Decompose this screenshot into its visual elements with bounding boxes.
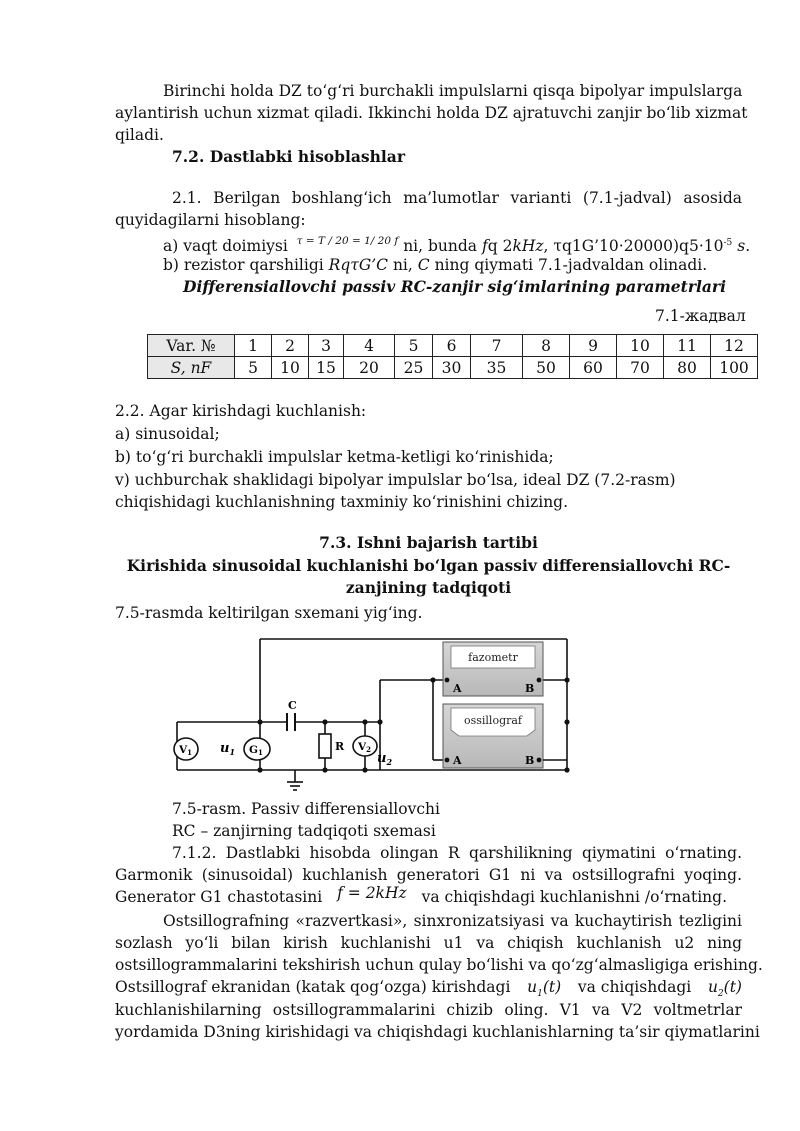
item-2-2-line-4: v) uchburchak shaklidagi bipolyar impulslar bo‘lsa, ideal DZ (7.2-rasm): [115, 471, 676, 489]
table-7-1-title: Differensiallovchi passiv RC-zanjir sig‘imlarining parametrlari: [183, 277, 726, 296]
table-cell: 10: [272, 357, 309, 379]
intro-line-1: Birinchi holda DZ to‘g‘ri burchakli impulslarni qisqa bipolyar impulslarga: [163, 82, 743, 100]
item-a-mid: ni, bunda: [403, 237, 478, 256]
oscillograph-instrument: [443, 704, 543, 768]
resistor-symbol: [319, 734, 331, 758]
table-cell: 5: [395, 335, 433, 357]
phasemeter-terminal-a: A: [453, 682, 462, 695]
p2-u1: $u_1(t)$: [527, 978, 562, 1000]
table-cell: 10: [617, 335, 664, 357]
figure-caption-line-2: RC – zanjirning tadqiqoti sxemasi: [172, 822, 436, 840]
table-cell: 35: [471, 357, 523, 379]
p2-u2: $u_2(t)$: [707, 978, 742, 1000]
table-cell: 3: [309, 335, 344, 357]
intro-line-2: aylantirish uchun xizmat qiladi. Ikkinchi holda DZ ajratuvchi zanjir bo‘lib xizmat: [115, 104, 748, 122]
item-a-tau: , τq1G’10·20000)q5·10: [543, 237, 724, 256]
item-2-2-line-3: b) to‘g‘ri burchakli impulslar ketma-ketligi ko‘rinishida;: [115, 448, 554, 466]
p2-line4-prefix: Ostsillograf ekranidan (katak qog‘ozga) kirishdagi: [115, 978, 511, 996]
table-cell: 12: [711, 335, 758, 357]
item-a-f: f: [481, 237, 488, 256]
capacitor-symbol: [287, 713, 295, 731]
capacitor-label: C: [288, 699, 297, 712]
table-cell: 7: [471, 335, 523, 357]
phasemeter-instrument: [443, 642, 543, 696]
body-712-line-1: 7.1.2. Dastlabki hisobda olingan R qarshilikning qiymatini o‘rnating.: [172, 844, 742, 862]
body-712-p2-line-3: ostsillogrammalarini tekshirish uchun qulay bo‘lishi va qo‘zg‘almasligiga erishing.: [115, 956, 763, 974]
section-7-2-heading: 7.2. Dastlabki hisoblashlar: [172, 147, 406, 166]
body-712-line-2: Garmonik (sinusoidal) kuchlanish generatori G1 ni va ostsillografni yoqing.: [115, 866, 742, 884]
table-row: [148, 357, 758, 379]
item-2-2-line-5: chiqishidagi kuchlanishning taxminiy ko‘rinishini chizing.: [115, 493, 569, 511]
table-cell: 25: [395, 357, 433, 379]
item-2-2-line-2: a) sinusoidal;: [115, 425, 220, 443]
table-cell: 15: [309, 357, 344, 379]
u1-label: $u_1$: [220, 741, 236, 757]
phasemeter-terminal-b: B: [525, 682, 535, 695]
g1-label: G1: [249, 744, 263, 757]
item-a-khz: kHz: [512, 237, 544, 256]
figure-caption-line-1: 7.5-rasm. Passiv differensiallovchi: [172, 800, 440, 818]
table-cell: 6: [433, 335, 471, 357]
item-b-prefix: b) rezistor qarshiligi: [163, 256, 324, 274]
table-header-cell: S, nF: [148, 357, 235, 379]
table-cell: 20: [344, 357, 395, 379]
oscillograph-terminal-b: B: [525, 754, 535, 767]
table-cell: 2: [272, 335, 309, 357]
line3-prefix: Generator G1 chastotasini: [115, 888, 323, 906]
item-a-prefix: a) vaqt doimiysi: [163, 237, 288, 256]
section-7-3-subtitle-1: Kirishida sinusoidal kuchlanishi bo‘lgan passiv differensiallovchi RC-: [126, 556, 731, 575]
item-b-end: ning qiymati 7.1-jadvaldan olinadi.: [434, 256, 708, 274]
item-2-2-line-1: 2.2. Agar kirishdagi kuchlanish:: [115, 402, 367, 420]
phasemeter-label: fazometr: [468, 651, 518, 664]
table-cell: 50: [523, 357, 570, 379]
table-cell: 60: [570, 357, 617, 379]
item-b-mid: ni,: [392, 256, 413, 274]
item-a-eq: q 2: [487, 237, 513, 256]
body-712-p2-line-5: kuchlanishilarning ostsillogrammalarini chizib oling. V1 va V2 voltmetrlar: [115, 1001, 742, 1019]
item-2-1-line-1: 2.1. Berilgan boshlang‘ich ma’lumotlar varianti (7.1-jadval) asosida: [172, 189, 742, 207]
table-cell: 70: [617, 357, 664, 379]
item-2-1-b: [163, 254, 707, 276]
v1-label: V1: [179, 744, 193, 757]
tau-formula: τ = T / 20 = 1/ 20 f: [296, 235, 399, 248]
intro-line-3: qiladi.: [115, 126, 164, 144]
table-cell: 8: [523, 335, 570, 357]
item-a-s: s: [737, 237, 746, 256]
body-712-line-3: [115, 886, 727, 908]
variant-table: [147, 334, 758, 379]
table-cell: 100: [711, 357, 758, 379]
v2-label: V2: [358, 741, 372, 754]
table-header-cell: Var. №: [148, 335, 235, 357]
table-cell: 80: [664, 357, 711, 379]
table-cell: 4: [344, 335, 395, 357]
section-7-3-heading: 7.3. Ishni bajarish tartibi: [319, 533, 538, 552]
body-712-p2-line-6: yordamida D3ning kirishidagi va chiqishdagi kuchlanishlarning ta’sir qiymatlarini: [115, 1023, 760, 1041]
p2-mid: va chiqishdagi: [577, 978, 692, 996]
table-7-1-caption: 7.1-жадвал: [655, 307, 746, 325]
section-7-3-subtitle-2: zanjining tadqiqoti: [345, 578, 512, 597]
item-b-formula: RqτG’C: [328, 256, 388, 274]
item-b-c: C: [417, 256, 430, 274]
assemble-instruction: 7.5-rasmda keltirilgan sxemani yig‘ing.: [115, 604, 423, 622]
table-row: [148, 335, 758, 357]
table-cell: 9: [570, 335, 617, 357]
item-2-1-line-2: quyidagilarni hisoblang:: [115, 211, 306, 229]
body-712-p2-line-1: Ostsillografning «razvertkasi», sinxronizatsiyasi va kuchaytirish tezligini: [163, 912, 742, 930]
u2-label: $u_2$: [377, 751, 393, 767]
circuit-schematic: [165, 632, 585, 804]
table-cell: 30: [433, 357, 471, 379]
table-cell: 5: [235, 357, 272, 379]
oscillograph-label: ossillograf: [463, 714, 523, 727]
item-a-end: .: [745, 237, 751, 256]
table-cell: 1: [235, 335, 272, 357]
line3-suffix: va chiqishdagi kuchlanishni /o‘rnating.: [421, 888, 728, 906]
oscillograph-terminal-a: A: [453, 754, 462, 767]
frequency-formula: f = 2kHz: [337, 884, 407, 902]
table-cell: 11: [664, 335, 711, 357]
body-712-p2-line-2: sozlash yo‘li bilan kirish kuchlanishi u1 va chiqish kuchlanish u2 ning: [115, 934, 742, 952]
item-a-exp: -5: [723, 238, 733, 248]
resistor-label: R: [335, 740, 345, 753]
